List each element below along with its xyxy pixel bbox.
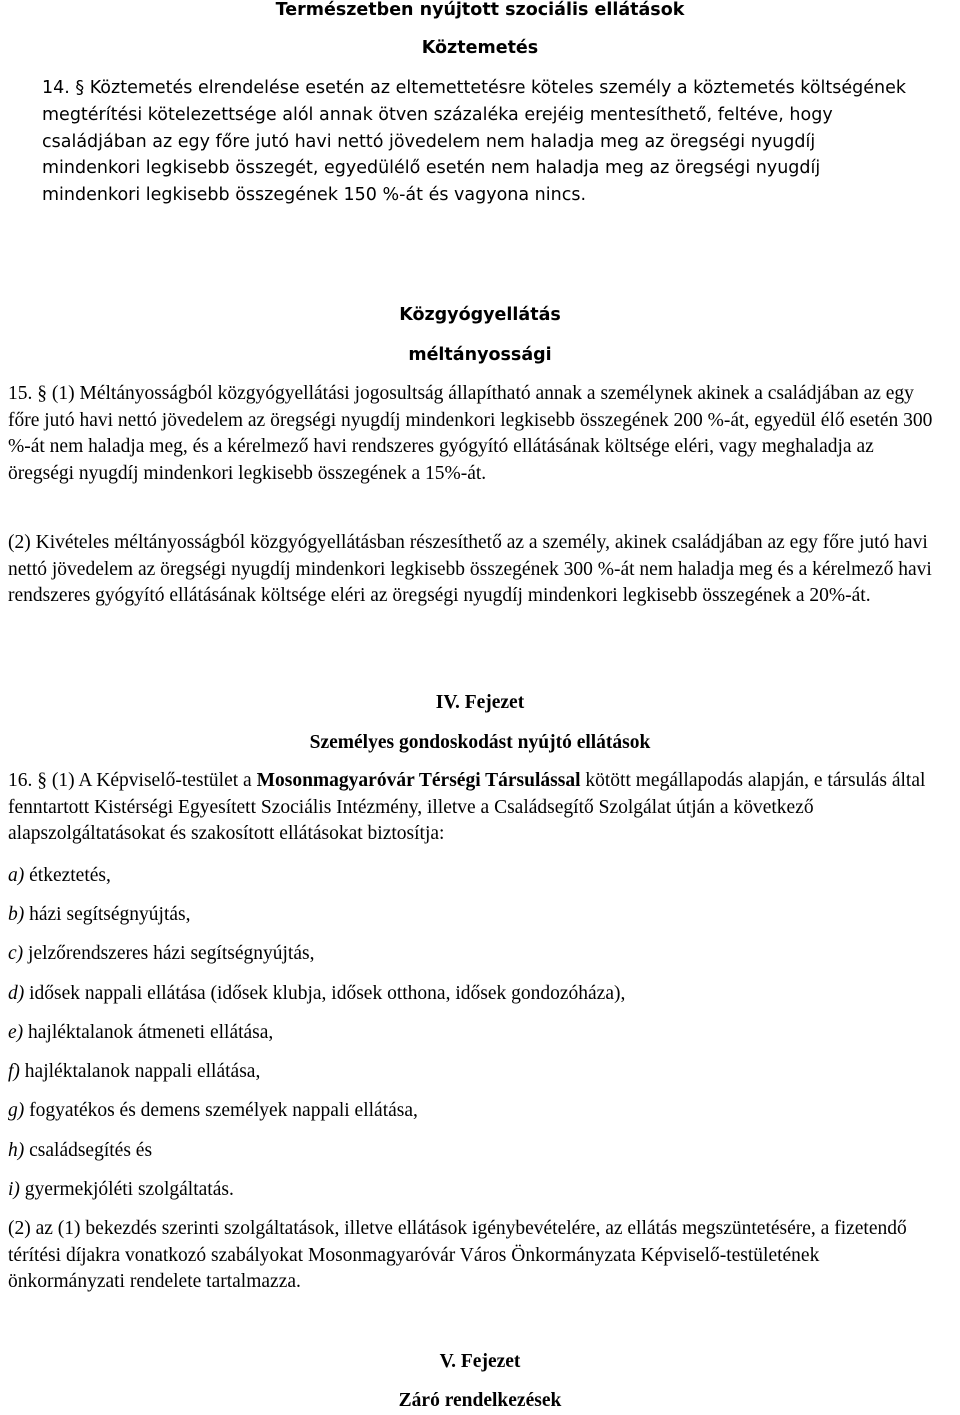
chapter-4-title: IV. Fejezet [435,692,525,713]
paragraph-14-lead: 14. § Köztemetés elrendelése esetén az eltemettetésre köteles személy a köztemetés költségének [42,78,907,98]
list-item: b) házi segítségnyújtás, [8,904,191,925]
section-title: Természetben nyújtott szociális ellátások [275,0,685,20]
list-item: e) hajléktalanok átmeneti ellátása, [8,1022,274,1043]
association-name: Mosonmagyaróvár Térségi Társulással [256,770,581,791]
chapter-4-subtitle: Személyes gondoskodást nyújtó ellátások [309,732,651,753]
list-item: h) családsegítés és [8,1140,153,1161]
paragraph-15-1: 15. § (1) Méltányosságból közgyógyellátási jogosultság állapítható annak a személynek akinek a családjában az egy főre jutó havi nettó jövedelem az öregségi nyugdíj mindenkori legkisebb összegének 200 %-át, egyedül élő esetén 300 %-át nem haladja meg, és a kérelmező havi rendszeres gyógyító ellátásának költsége eléri, vagy meghaladja az öregségi nyugdíj mindenkori legkisebb összegének a 15%-át. [8,383,933,484]
section-title-kozgyogy: Közgyógyellátás [399,305,561,325]
paragraph-14-body: megtérítési kötelezettsége alól annak ötven százaléka erejéig mentesíthető, feltéve, hogy családjában az egy főre jutó havi nettó jövedelem nem haladja meg az öregségi nyugdíj mindenkori legkisebb összegét, egyedülélő esetén nem haladja meg az öregségi nyugdíj mindenkori legkisebb összegének 150 %-át és vagyona nincs. [42,105,833,205]
chapter-5-subtitle: Záró rendelkezések [398,1390,562,1411]
list-item: d) idősek nappali ellátása (idősek klubja, idősek otthona, idősek gondozóháza), [8,983,626,1004]
list-item: f) hajléktalanok nappali ellátása, [8,1061,261,1082]
paragraph-16-1 [8,768,950,848]
list-item: c) jelzőrendszeres házi segítségnyújtás, [8,943,315,964]
paragraph-16-2: (2) az (1) bekezdés szerinti szolgáltatások, illetve ellátások igénybevételére, az ellátás megszüntetésére, a fizetendő térítési díjakra vonatkozó szabályokat Mosonmagyaróvár Város Önkormányzata Képviselő-testületének önkormányzati rendelete tartalmazza. [8,1218,907,1293]
list-item: i) gyermekjóléti szolgáltatás. [8,1179,234,1200]
section-subtitle: Köztemetés [421,38,539,58]
section-subtitle-meltanyossagi: méltányossági [408,345,552,365]
list-item: g) fogyatékos és demens személyek nappali ellátása, [8,1100,418,1121]
paragraph-15-2: (2) Kivételes méltányosságból közgyógyellátásban részesíthető az a személy, akinek családjában az egy főre jutó havi nettó jövedelem az öregségi nyugdíj mindenkori legkisebb összegének 300 %-át nem haladja meg és a kérelmező havi rendszeres gyógyító ellátásának költsége eléri az öregségi nyugdíj mindenkori legkisebb összegének a 20%-át. [8,532,932,607]
chapter-5-title: V. Fejezet [439,1351,521,1372]
paragraph-16-end: kötött megállapodás alapján, e társulás által fenntartott Kistérségi Egyesített Szociális Intézmény, illetve a Családsegítő Szolgálat útján a következő alapszolgáltatásokat és szakosított ellátásokat biztosítja: [8,770,926,845]
paragraph-16-start: 16. § (1) A Képviselő-testület a [8,770,257,791]
list-item: a) étkeztetés, [8,865,111,886]
